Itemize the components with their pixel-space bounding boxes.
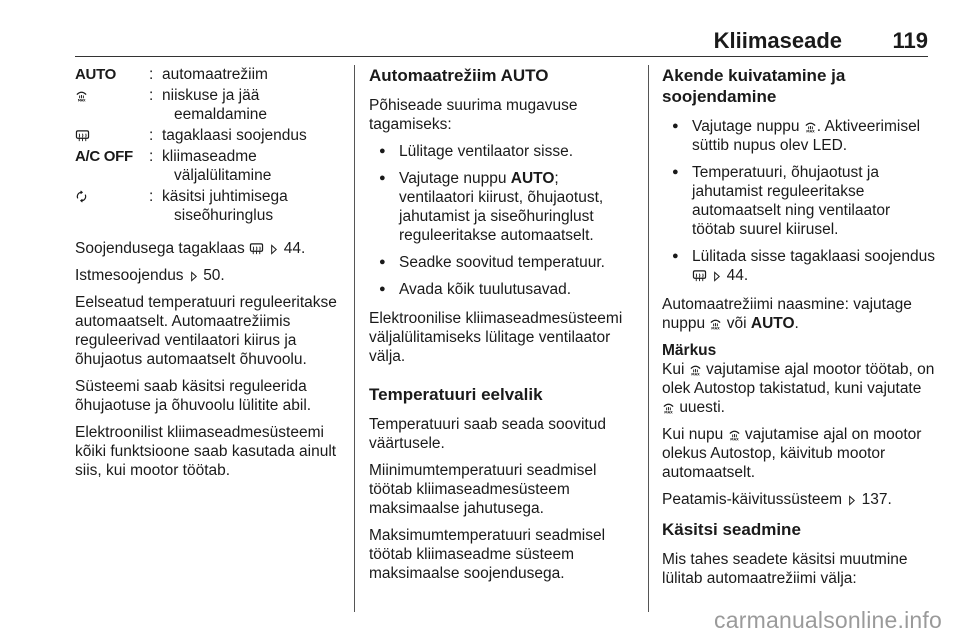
note-label: Märkus <box>662 342 717 359</box>
page-reference-icon <box>846 495 857 506</box>
column-1 <box>75 65 345 488</box>
paragraph-temperature: Temperatuuri saab seada soovitud väärtusele. <box>369 416 606 452</box>
def-desc-defrost: niiskuse ja jää eemaldamine <box>162 87 268 123</box>
list-item: ● Temperatuuri, õhujaotust ja jahutamist reguleeritakse automaatselt ning ventilaator töötab suurel kiirusel. <box>662 163 937 239</box>
heading-demisting-defrosting: Akende kuivatamine ja soojendamine <box>662 66 846 106</box>
page-reference-link[interactable]: 44. <box>283 240 306 257</box>
rear-window-heater-icon <box>75 129 90 142</box>
paragraph-engine-running: Elektroonilist kliimaseadmesüsteemi kõiki funktsioone saab kasutada ainult siis, kui mootor töötab. <box>75 424 337 479</box>
paragraph-switch-off: Elektroonilise kliimaseadmesüsteemi väljalülitamiseks lülitage ventilaator välja. <box>369 310 623 365</box>
recirculation-icon <box>75 190 88 203</box>
rear-window-heater-icon <box>249 242 264 255</box>
paragraph-intro: Põhiseade suurima mugavuse tagamiseks: <box>369 97 578 133</box>
max-defrost-icon <box>689 363 702 376</box>
page-header-title: Kliimaseade <box>713 28 842 53</box>
page-reference-icon <box>188 271 199 282</box>
rear-window-heater-icon <box>692 269 707 282</box>
column-3 <box>662 65 937 596</box>
column-2 <box>369 65 635 591</box>
list-item: ● Lülitage ventilaator sisse. <box>369 142 635 161</box>
column-divider-1 <box>354 65 355 612</box>
paragraph-max-temperature: Maksimumtemperatuuri seadmisel töötab kliimaseadme süsteem maksimaalse soojendusega. <box>369 527 606 582</box>
paragraph-preset-temperature: Eelseatud temperatuuri reguleeritakse automaatselt. Automaatrežiimis reguleerivad ventilaatori kiirus ja õhujaotus automaatselt õhuvoolu. <box>75 294 337 368</box>
steps-list <box>369 142 635 299</box>
max-defrost-icon <box>662 401 675 414</box>
paragraph-rear-window-ref: Soojendusega tagaklaas 44. <box>75 240 306 257</box>
def-desc-rear-window: tagaklaasi soojendus <box>162 127 307 144</box>
note-paragraph-1: Kui vajutamise ajal mootor töötab, on olek Autostop takistatud, kuni vajutate uuesti. <box>662 361 935 416</box>
max-defrost-icon <box>709 317 722 330</box>
paragraph-min-temperature: Miinimumtemperatuuri seadmisel töötab kliimaseadmesüsteem maksimaalse jahutusega. <box>369 462 597 517</box>
max-defrost-icon <box>728 428 741 441</box>
def-row-defrost: : niiskuse ja jää eemaldamine <box>75 86 345 124</box>
paragraph-return-auto: Automaatrežiimi naasmine: vajutage nuppu või AUTO. <box>662 296 912 332</box>
heading-manual-setting: Käsitsi seadmine <box>662 520 801 539</box>
page-reference-icon <box>268 244 279 255</box>
watermark: carmanualsonline.info <box>714 607 942 633</box>
header-rule <box>75 56 928 57</box>
list-item: ● Avada kõik tuulutusavad. <box>369 280 635 299</box>
page-reference-link[interactable]: 137. <box>861 491 892 508</box>
def-row-recirculation: : käsitsi juhtimisega siseõhuringlus <box>75 187 345 225</box>
page-number: 119 <box>892 28 928 53</box>
heading-temperature-preselection: Temperatuuri eelvalik <box>369 385 543 404</box>
paragraph-manual-setting: Mis tahes seadete käsitsi muutmine lülitab automaatrežiimi välja: <box>662 551 908 587</box>
max-defrost-icon <box>75 89 88 102</box>
def-row-rear-window: : tagaklaasi soojendus <box>75 126 345 145</box>
note-paragraph-3: Peatamis-käivitussüsteem 137. <box>662 491 892 508</box>
list-item: ● Vajutage nuppu . Aktiveerimisel süttib nupus olev LED. <box>662 117 937 155</box>
def-row-auto: AUTO : automaatrežiim <box>75 65 345 84</box>
max-defrost-icon <box>804 120 817 133</box>
def-desc-ac-off: kliimaseadme väljalülitamine <box>162 148 272 184</box>
note-paragraph-2: Kui nupu vajutamise ajal on mootor olekus Autostop, käivitub mootor automaatselt. <box>662 426 922 481</box>
def-desc-recirculation: käsitsi juhtimisega siseõhuringlus <box>162 188 288 224</box>
list-item: ● Lülitada sisse tagaklaasi soojendus 44. <box>662 247 937 285</box>
page-reference-icon <box>711 271 722 282</box>
page-reference-link[interactable]: 50. <box>203 267 225 284</box>
paragraph-seat-heating-ref: Istmesoojendus 50. <box>75 267 225 284</box>
def-desc-auto: automaatrežiim <box>162 66 268 83</box>
list-item: ● Seadke soovitud temperatuur. <box>369 253 635 272</box>
button-definitions <box>75 65 345 225</box>
heading-automatic-mode: Automaatrežiim AUTO <box>369 66 549 85</box>
note-block <box>662 341 937 509</box>
page-reference-link[interactable]: 44. <box>726 267 749 284</box>
column-divider-2 <box>648 65 649 612</box>
defrost-steps-list <box>662 117 937 285</box>
paragraph-manual-adjust: Süsteemi saab käsitsi reguleerida õhujaotuse ja õhuvoolu lülitite abil. <box>75 378 312 414</box>
def-term-ac-off: A/C OFF <box>75 148 133 165</box>
def-row-ac-off: A/C OFF : kliimaseadme väljalülitamine <box>75 147 345 185</box>
list-item: ● Vajutage nuppu AUTO; ventilaatori kiirust, õhujaotust, jahutamist ja siseõhuringlust reguleeritakse automaatselt. <box>369 169 635 245</box>
def-term-auto: AUTO <box>75 66 117 83</box>
